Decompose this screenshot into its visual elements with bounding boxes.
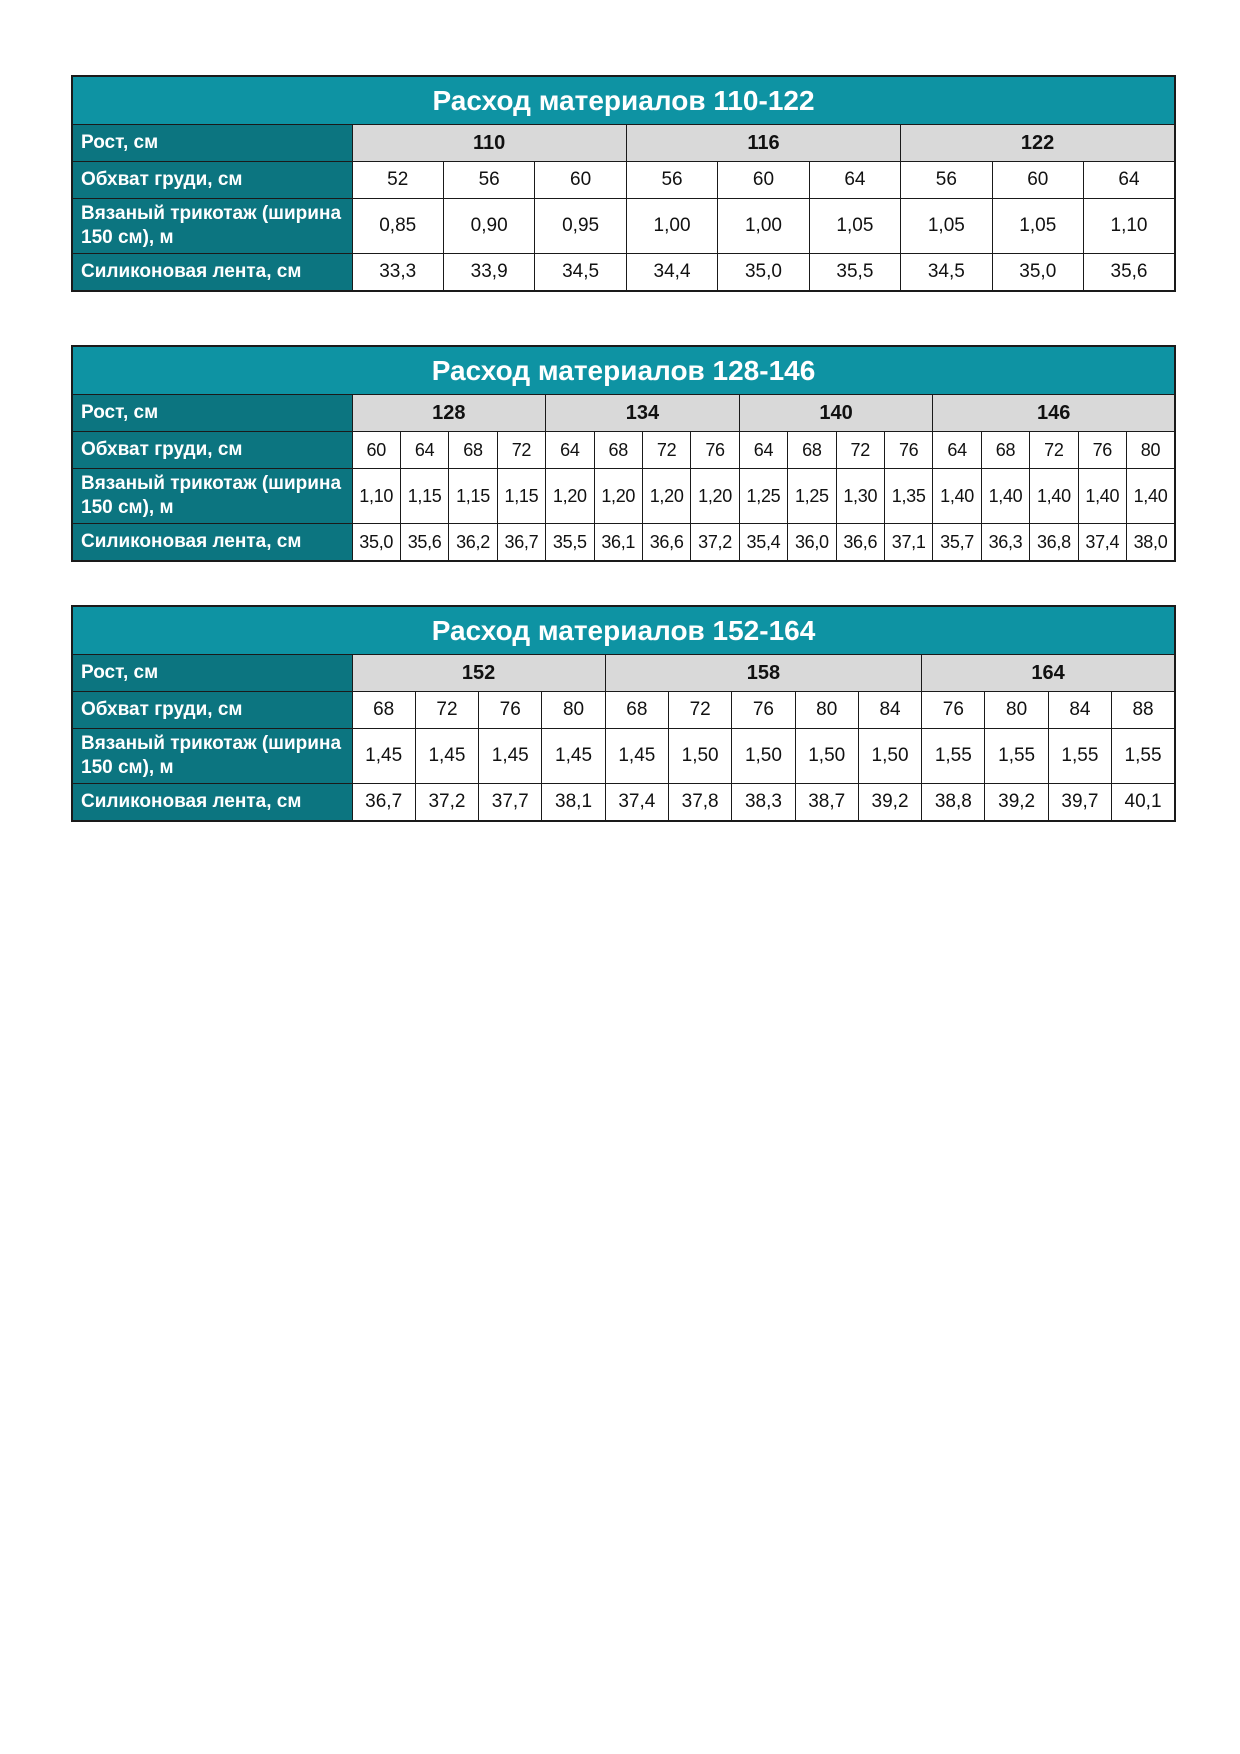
chest-value: 72 bbox=[1030, 432, 1078, 469]
chest-value: 76 bbox=[1078, 432, 1126, 469]
table-title-row bbox=[72, 606, 1175, 655]
knit-value: 1,20 bbox=[594, 469, 642, 524]
height-value: 116 bbox=[626, 125, 900, 162]
silicone-value: 39,2 bbox=[858, 784, 921, 822]
knit-value: 1,45 bbox=[352, 729, 415, 784]
knit-value: 1,45 bbox=[479, 729, 542, 784]
height-value: 158 bbox=[605, 655, 921, 692]
chest-value: 52 bbox=[352, 162, 443, 199]
height-value: 140 bbox=[739, 395, 933, 432]
silicone-value: 35,6 bbox=[1084, 254, 1176, 292]
silicone-value: 36,6 bbox=[642, 524, 690, 562]
height-value: 146 bbox=[933, 395, 1175, 432]
chest-value: 72 bbox=[415, 692, 478, 729]
knit-value: 1,50 bbox=[795, 729, 858, 784]
chest-value: 60 bbox=[535, 162, 626, 199]
chest-value: 68 bbox=[594, 432, 642, 469]
chest-value: 80 bbox=[985, 692, 1048, 729]
height-row bbox=[72, 125, 1175, 162]
chest-value: 64 bbox=[400, 432, 448, 469]
chest-label: Обхват груди, см bbox=[72, 162, 352, 199]
chest-row bbox=[72, 432, 1175, 469]
knit-value: 1,50 bbox=[732, 729, 795, 784]
knit-value: 1,55 bbox=[922, 729, 985, 784]
knit-value: 1,05 bbox=[992, 199, 1083, 254]
chest-value: 64 bbox=[739, 432, 787, 469]
height-label: Рост, см bbox=[72, 125, 352, 162]
silicone-label: Силиконовая лента, см bbox=[72, 524, 352, 562]
height-value: 110 bbox=[352, 125, 626, 162]
chest-value: 72 bbox=[668, 692, 731, 729]
table-title: Расход материалов 152-164 bbox=[72, 606, 1175, 655]
table-title: Расход материалов 110-122 bbox=[72, 76, 1175, 125]
knit-label: Вязаный трикотаж (ширина 150 см), м bbox=[72, 199, 352, 254]
knit-value: 1,20 bbox=[546, 469, 594, 524]
knit-value: 1,35 bbox=[884, 469, 932, 524]
silicone-value: 35,0 bbox=[718, 254, 809, 292]
chest-value: 60 bbox=[352, 432, 400, 469]
chest-value: 68 bbox=[788, 432, 836, 469]
silicone-value: 38,8 bbox=[922, 784, 985, 822]
chest-value: 56 bbox=[626, 162, 717, 199]
silicone-value: 34,4 bbox=[626, 254, 717, 292]
silicone-value: 35,0 bbox=[352, 524, 400, 562]
knit-value: 1,00 bbox=[718, 199, 809, 254]
height-row bbox=[72, 395, 1175, 432]
chest-value: 72 bbox=[836, 432, 884, 469]
knit-value: 1,15 bbox=[400, 469, 448, 524]
chest-label: Обхват груди, см bbox=[72, 692, 352, 729]
silicone-row bbox=[72, 524, 1175, 562]
silicone-value: 37,4 bbox=[605, 784, 668, 822]
silicone-value: 35,0 bbox=[992, 254, 1083, 292]
chest-value: 56 bbox=[901, 162, 992, 199]
table-title-row bbox=[72, 346, 1175, 395]
silicone-value: 37,8 bbox=[668, 784, 731, 822]
silicone-value: 35,5 bbox=[546, 524, 594, 562]
knit-row bbox=[72, 199, 1175, 254]
chest-value: 68 bbox=[981, 432, 1029, 469]
silicone-value: 35,6 bbox=[400, 524, 448, 562]
chest-value: 80 bbox=[1127, 432, 1176, 469]
chest-value: 76 bbox=[884, 432, 932, 469]
knit-value: 1,55 bbox=[1048, 729, 1111, 784]
knit-value: 1,20 bbox=[642, 469, 690, 524]
knit-value: 0,90 bbox=[443, 199, 534, 254]
silicone-value: 35,5 bbox=[809, 254, 900, 292]
silicone-row bbox=[72, 254, 1175, 292]
silicone-value: 35,4 bbox=[739, 524, 787, 562]
knit-value: 1,25 bbox=[739, 469, 787, 524]
knit-value: 1,15 bbox=[497, 469, 545, 524]
silicone-row bbox=[72, 784, 1175, 822]
consumption-table-152-164 bbox=[71, 605, 1176, 822]
height-value: 122 bbox=[901, 125, 1175, 162]
chest-value: 64 bbox=[809, 162, 900, 199]
chest-value: 64 bbox=[933, 432, 981, 469]
silicone-label: Силиконовая лента, см bbox=[72, 784, 352, 822]
chest-value: 80 bbox=[542, 692, 605, 729]
height-row bbox=[72, 655, 1175, 692]
chest-value: 56 bbox=[443, 162, 534, 199]
knit-value: 1,50 bbox=[668, 729, 731, 784]
knit-value: 1,40 bbox=[933, 469, 981, 524]
chest-value: 88 bbox=[1112, 692, 1175, 729]
knit-value: 1,45 bbox=[605, 729, 668, 784]
chest-value: 84 bbox=[858, 692, 921, 729]
knit-value: 0,95 bbox=[535, 199, 626, 254]
silicone-value: 35,7 bbox=[933, 524, 981, 562]
silicone-value: 36,3 bbox=[981, 524, 1029, 562]
chest-row bbox=[72, 162, 1175, 199]
knit-label: Вязаный трикотаж (ширина 150 см), м bbox=[72, 469, 352, 524]
silicone-value: 36,2 bbox=[449, 524, 497, 562]
knit-value: 1,20 bbox=[691, 469, 739, 524]
knit-value: 1,40 bbox=[1030, 469, 1078, 524]
table-title: Расход материалов 128-146 bbox=[72, 346, 1175, 395]
knit-value: 1,30 bbox=[836, 469, 884, 524]
silicone-value: 36,1 bbox=[594, 524, 642, 562]
height-value: 152 bbox=[352, 655, 605, 692]
silicone-value: 34,5 bbox=[901, 254, 992, 292]
knit-value: 1,10 bbox=[1084, 199, 1176, 254]
silicone-value: 38,0 bbox=[1127, 524, 1176, 562]
height-label: Рост, см bbox=[72, 395, 352, 432]
knit-value: 1,05 bbox=[901, 199, 992, 254]
knit-value: 1,50 bbox=[858, 729, 921, 784]
chest-label: Обхват груди, см bbox=[72, 432, 352, 469]
table-title-row bbox=[72, 76, 1175, 125]
chest-value: 80 bbox=[795, 692, 858, 729]
knit-value: 1,45 bbox=[415, 729, 478, 784]
silicone-value: 36,7 bbox=[352, 784, 415, 822]
silicone-value: 38,1 bbox=[542, 784, 605, 822]
silicone-value: 37,2 bbox=[415, 784, 478, 822]
chest-value: 68 bbox=[605, 692, 668, 729]
knit-row bbox=[72, 469, 1175, 524]
silicone-value: 37,7 bbox=[479, 784, 542, 822]
height-label: Рост, см bbox=[72, 655, 352, 692]
silicone-label: Силиконовая лента, см bbox=[72, 254, 352, 292]
knit-value: 0,85 bbox=[352, 199, 443, 254]
silicone-value: 37,4 bbox=[1078, 524, 1126, 562]
silicone-value: 39,2 bbox=[985, 784, 1048, 822]
knit-row bbox=[72, 729, 1175, 784]
silicone-value: 37,2 bbox=[691, 524, 739, 562]
silicone-value: 36,0 bbox=[788, 524, 836, 562]
knit-value: 1,25 bbox=[788, 469, 836, 524]
knit-value: 1,00 bbox=[626, 199, 717, 254]
knit-label: Вязаный трикотаж (ширина 150 см), м bbox=[72, 729, 352, 784]
knit-value: 1,40 bbox=[981, 469, 1029, 524]
knit-value: 1,45 bbox=[542, 729, 605, 784]
silicone-value: 33,3 bbox=[352, 254, 443, 292]
chest-value: 68 bbox=[449, 432, 497, 469]
knit-value: 1,10 bbox=[352, 469, 400, 524]
consumption-table-128-146 bbox=[71, 345, 1176, 562]
silicone-value: 37,1 bbox=[884, 524, 932, 562]
chest-value: 76 bbox=[922, 692, 985, 729]
chest-value: 68 bbox=[352, 692, 415, 729]
height-value: 134 bbox=[546, 395, 740, 432]
silicone-value: 33,9 bbox=[443, 254, 534, 292]
knit-value: 1,55 bbox=[1112, 729, 1175, 784]
silicone-value: 36,6 bbox=[836, 524, 884, 562]
knit-value: 1,40 bbox=[1078, 469, 1126, 524]
chest-value: 64 bbox=[1084, 162, 1176, 199]
silicone-value: 40,1 bbox=[1112, 784, 1175, 822]
height-value: 128 bbox=[352, 395, 546, 432]
chest-value: 72 bbox=[497, 432, 545, 469]
knit-value: 1,15 bbox=[449, 469, 497, 524]
chest-value: 76 bbox=[691, 432, 739, 469]
chest-value: 84 bbox=[1048, 692, 1111, 729]
chest-row bbox=[72, 692, 1175, 729]
knit-value: 1,40 bbox=[1127, 469, 1176, 524]
silicone-value: 38,7 bbox=[795, 784, 858, 822]
knit-value: 1,05 bbox=[809, 199, 900, 254]
chest-value: 60 bbox=[992, 162, 1083, 199]
chest-value: 72 bbox=[642, 432, 690, 469]
chest-value: 76 bbox=[732, 692, 795, 729]
silicone-value: 36,7 bbox=[497, 524, 545, 562]
chest-value: 64 bbox=[546, 432, 594, 469]
consumption-table-110-122 bbox=[71, 75, 1176, 292]
knit-value: 1,55 bbox=[985, 729, 1048, 784]
silicone-value: 39,7 bbox=[1048, 784, 1111, 822]
silicone-value: 36,8 bbox=[1030, 524, 1078, 562]
chest-value: 60 bbox=[718, 162, 809, 199]
silicone-value: 38,3 bbox=[732, 784, 795, 822]
silicone-value: 34,5 bbox=[535, 254, 626, 292]
chest-value: 76 bbox=[479, 692, 542, 729]
height-value: 164 bbox=[922, 655, 1175, 692]
